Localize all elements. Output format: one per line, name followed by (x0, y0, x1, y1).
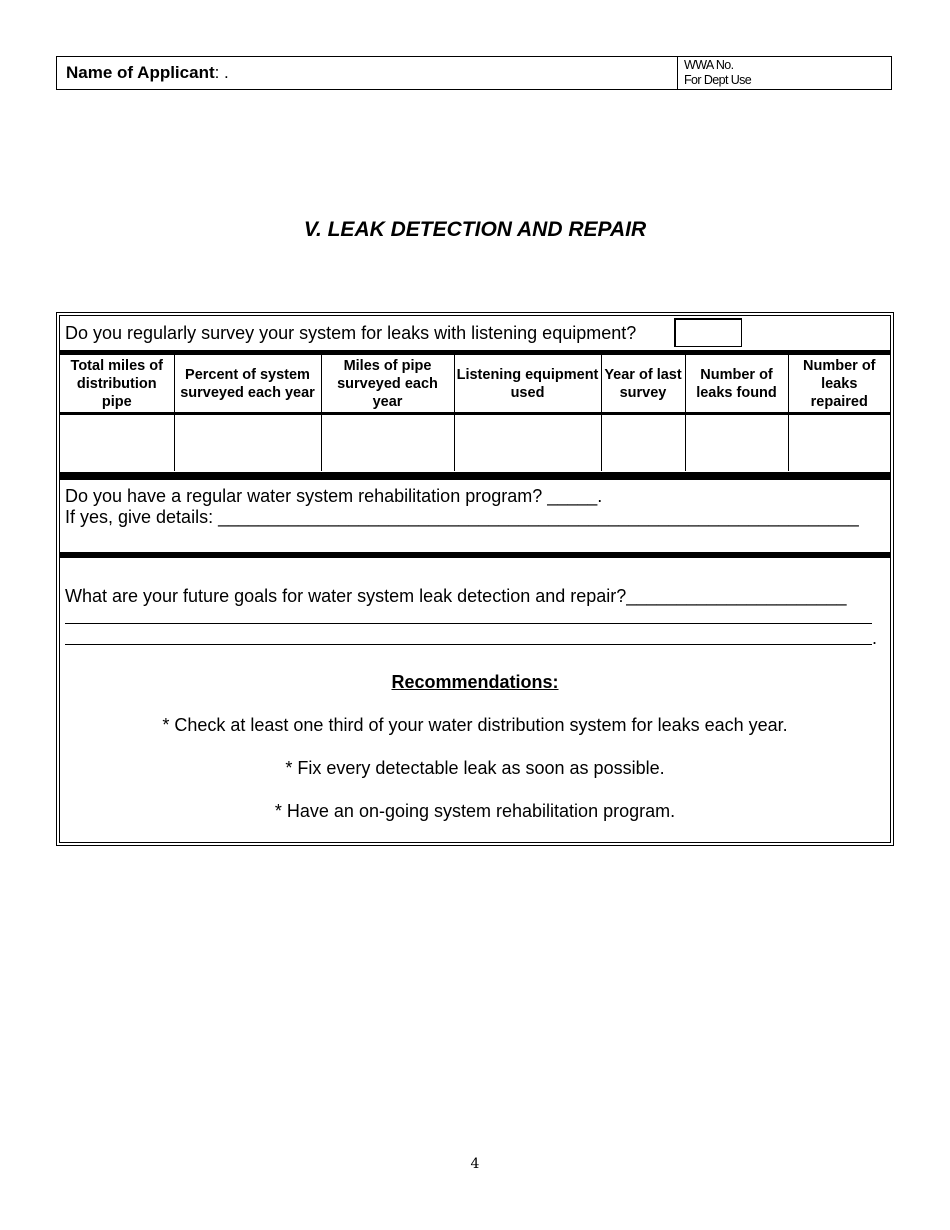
recommendation-item: * Fix every detectable leak as soon as possible. (285, 758, 665, 778)
line-end-period: . (872, 628, 878, 648)
goals-answer-line[interactable] (65, 644, 872, 645)
goals-answer-line[interactable] (65, 623, 872, 624)
rehab-details[interactable]: If yes, give details: ________________________________________________________________ (65, 507, 859, 527)
column-header-miles-surveyed: Miles of pipe surveyed each year (321, 355, 454, 414)
table-row (60, 414, 890, 472)
applicant-header (56, 56, 892, 90)
column-header-year-last-survey: Year of last survey (601, 355, 685, 414)
survey-question (60, 316, 890, 350)
recommendations-title: Recommendations: (391, 672, 559, 692)
leaks-repaired-cell[interactable] (788, 414, 890, 472)
applicant-label: Name of Applicant (66, 63, 215, 82)
applicant-name-field[interactable] (57, 57, 678, 89)
miles-surveyed-cell[interactable] (321, 414, 454, 472)
listening-equipment-cell[interactable] (454, 414, 601, 472)
table-header-row (60, 355, 890, 414)
column-header-leaks-repaired: Number of leaks repaired (788, 355, 890, 414)
year-last-survey-cell[interactable] (601, 414, 685, 472)
divider (60, 552, 890, 558)
survey-question-text: Do you regularly survey your system for leaks with listening equipment? (65, 322, 637, 343)
dept-use-box (678, 57, 891, 89)
rehab-question[interactable]: Do you have a regular water system rehabilitation program? _____. (65, 486, 603, 506)
survey-answer-box[interactable] (674, 318, 742, 347)
dept-use-label: For Dept Use (684, 73, 752, 87)
page-number: 4 (470, 1156, 480, 1172)
leak-detection-form (56, 312, 894, 846)
rehab-program-section (65, 486, 859, 528)
leaks-found-cell[interactable] (685, 414, 788, 472)
column-header-total-miles: Total miles of distribution pipe (60, 355, 174, 414)
future-goals-question[interactable]: What are your future goals for water system leak detection and repair?______________________ (65, 586, 847, 606)
column-header-percent-surveyed: Percent of system surveyed each year (174, 355, 321, 414)
total-miles-cell[interactable] (60, 414, 174, 472)
divider (60, 472, 890, 480)
column-header-listening-equipment: Listening equipment used (454, 355, 601, 414)
column-header-leaks-found: Number of leaks found (685, 355, 788, 414)
percent-surveyed-cell[interactable] (174, 414, 321, 472)
leak-survey-table (60, 355, 890, 471)
applicant-value: : . (214, 63, 229, 82)
recommendation-item: * Have an on-going system rehabilitation program. (274, 801, 676, 821)
wwa-number-label: WWA No. (684, 58, 734, 72)
section-title: V. LEAK DETECTION AND REPAIR (303, 218, 647, 241)
recommendation-item: * Check at least one third of your water distribution system for leaks each year. (162, 715, 788, 735)
